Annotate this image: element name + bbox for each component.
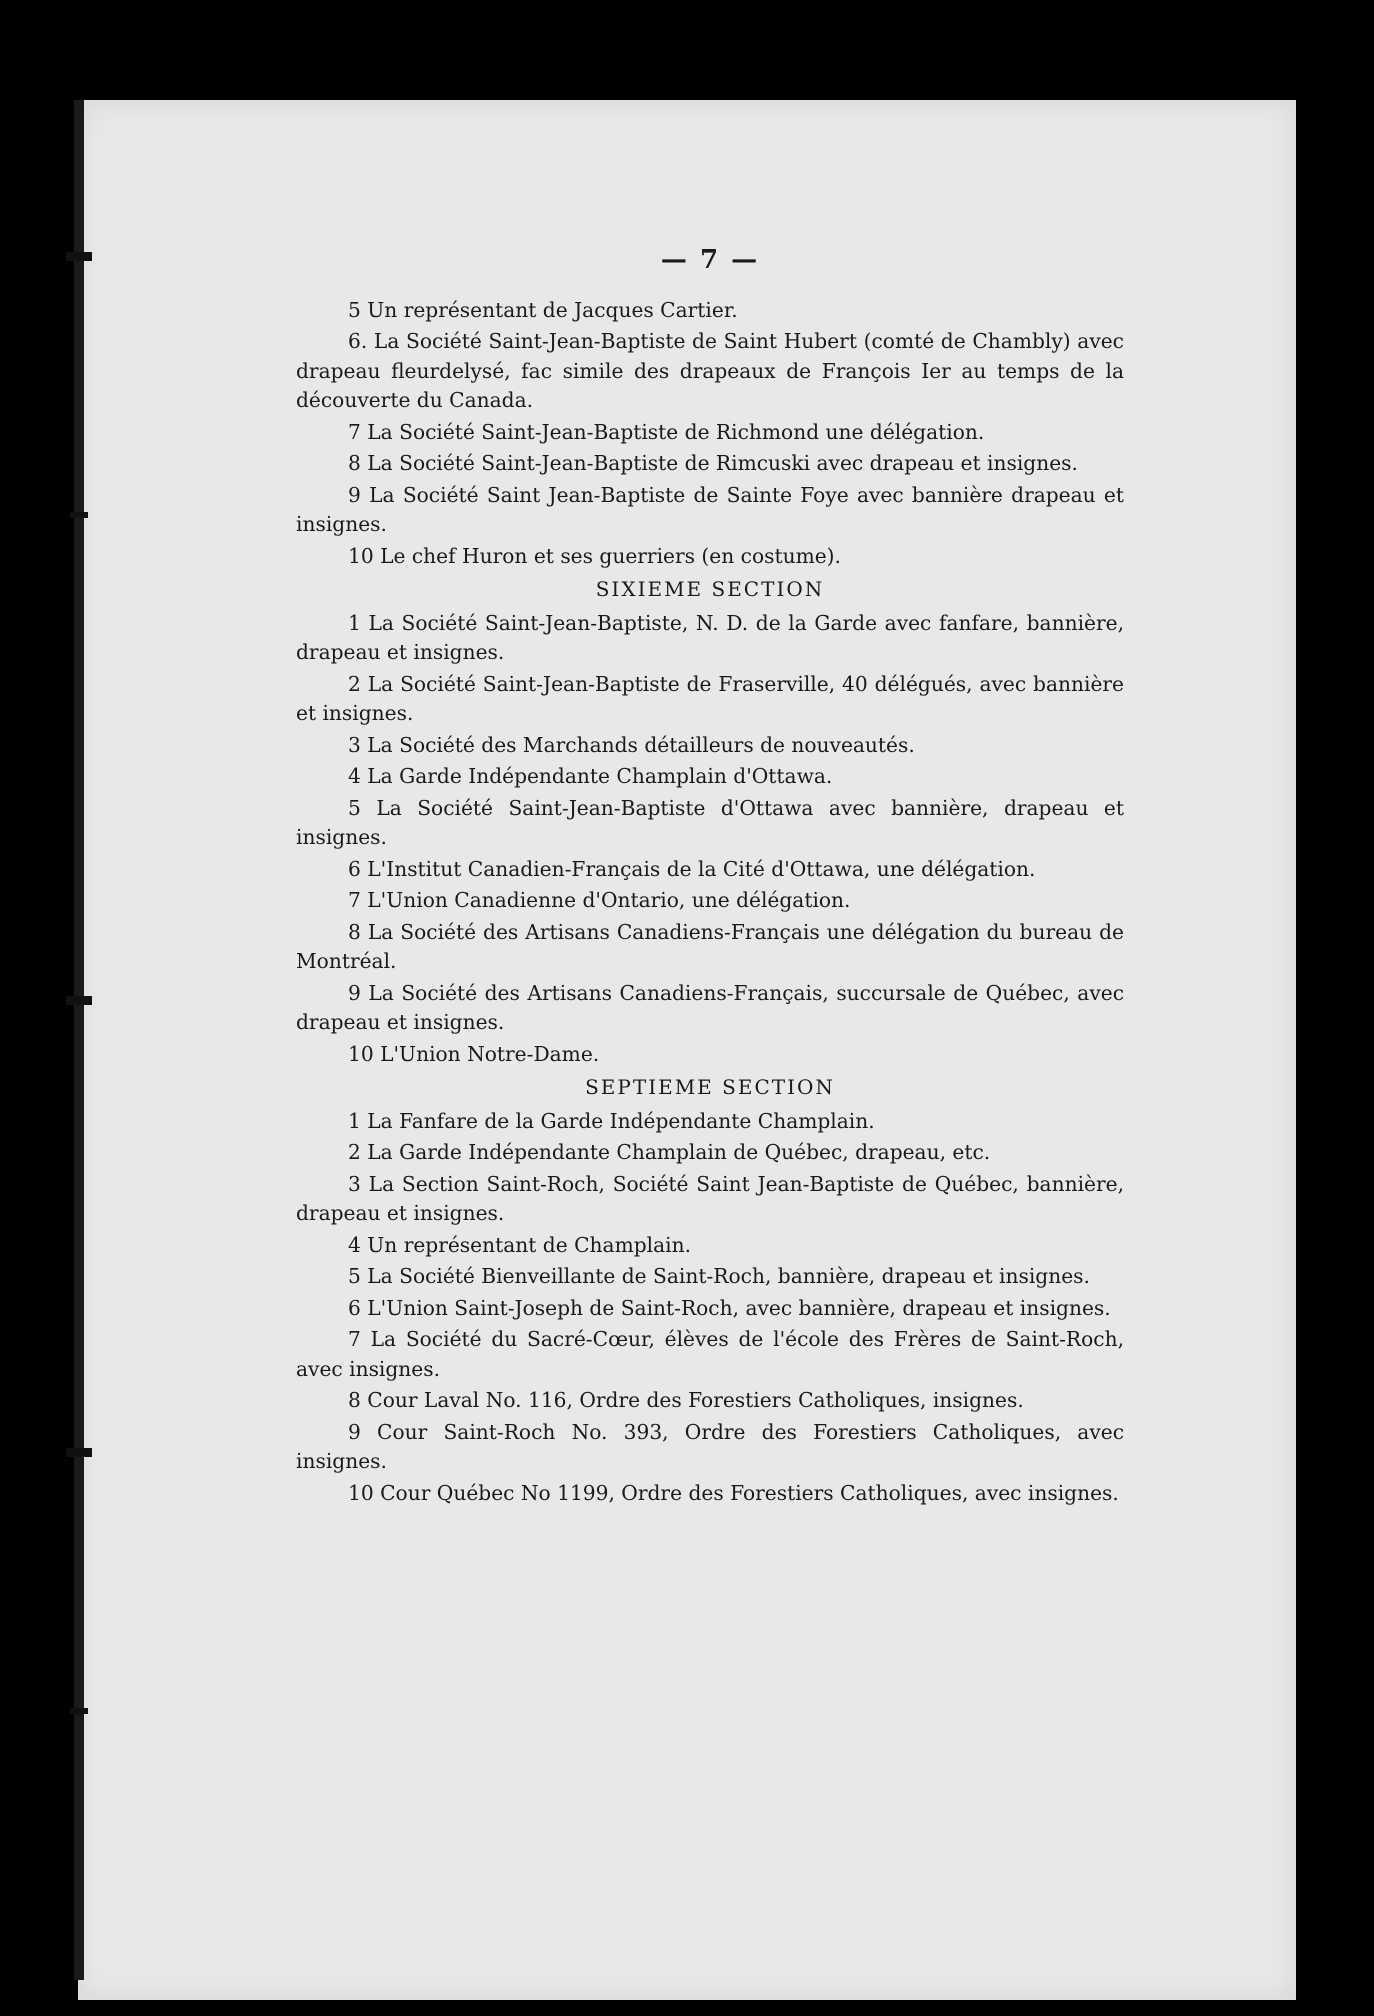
list-item: 5 La Société Bienveillante de Saint-Roch, bannière, drapeau et insignes. xyxy=(348,1264,1090,1288)
list-item: 10 Le chef Huron et ses guerriers (en costume). xyxy=(348,543,841,568)
list-item: 4 Un représentant de Champlain. xyxy=(348,1232,692,1257)
binding-mark xyxy=(66,252,92,261)
list-item: 2 La Garde Indépendante Champlain de Québec, drapeau, etc. xyxy=(348,1140,991,1164)
list-item: 9 Cour Saint-Roch No. 393, Ordre des Forestiers Catholiques, avec insignes. xyxy=(296,1419,1124,1473)
binding-mark xyxy=(66,996,92,1005)
list-item: 7 L'Union Canadienne d'Ontario, une délégation. xyxy=(348,888,851,912)
list-item: 10 L'Union Notre-Dame. xyxy=(348,1041,600,1066)
binding-mark xyxy=(70,1708,88,1714)
page-content xyxy=(296,246,1124,1510)
binding-mark xyxy=(66,1448,92,1457)
page-binding xyxy=(74,100,84,1980)
section-title-sixieme: SIXIEME SECTION xyxy=(595,577,825,601)
list-item: 10 Cour Québec No 1199, Ordre des Forestiers Catholiques, avec insignes. xyxy=(348,1480,1119,1505)
section-title-septieme: SEPTIEME SECTION xyxy=(585,1075,835,1099)
list-item: 1 La Fanfare de la Garde Indépendante Champlain. xyxy=(348,1108,875,1133)
list-item: 5 Un représentant de Jacques Cartier. xyxy=(348,297,738,322)
list-item: 3 La Société des Marchands détailleurs de nouveautés. xyxy=(348,732,915,757)
list-item: 8 La Société des Artisans Canadiens-Français une délégation du bureau de Montréal. xyxy=(296,919,1124,973)
section-seven-list xyxy=(296,1107,1124,1509)
intro-list xyxy=(296,296,1124,572)
list-item: 6 L'Union Saint-Joseph de Saint-Roch, avec bannière, drapeau et insignes. xyxy=(348,1295,1111,1320)
page-number: — 7 — xyxy=(660,245,760,275)
list-item: 5 La Société Saint-Jean-Baptiste d'Ottawa avec bannière, drapeau et insignes. xyxy=(296,795,1124,849)
list-item: 6 L'Institut Canadien-Français de la Cité d'Ottawa, une délégation. xyxy=(348,856,1036,881)
list-item: 4 La Garde Indépendante Champlain d'Ottawa. xyxy=(348,764,833,788)
list-item: 8 Cour Laval No. 116, Ordre des Forestiers Catholiques, insignes. xyxy=(348,1388,1024,1412)
list-item: 1 La Société Saint-Jean-Baptiste, N. D. de la Garde avec fanfare, bannière, drapeau et insignes. xyxy=(296,610,1124,664)
list-item: 9 La Société Saint Jean-Baptiste de Sainte Foye avec bannière drapeau et insignes. xyxy=(296,482,1124,536)
list-item: 2 La Société Saint-Jean-Baptiste de Fraserville, 40 délégués, avec bannière et insignes. xyxy=(296,671,1124,725)
binding-mark xyxy=(70,512,88,518)
section-six-list xyxy=(296,609,1124,1070)
list-item: 3 La Section Saint-Roch, Société Saint Jean-Baptiste de Québec, bannière, drapeau et insignes. xyxy=(296,1171,1124,1225)
list-item: 7 La Société du Sacré-Cœur, élèves de l'école des Frères de Saint-Roch, avec insignes. xyxy=(296,1327,1124,1381)
list-item: 7 La Société Saint-Jean-Baptiste de Richmond une délégation. xyxy=(348,419,985,444)
list-item: 8 La Société Saint-Jean-Baptiste de Rimcuski avec drapeau et insignes. xyxy=(348,451,1078,475)
list-item: 9 La Société des Artisans Canadiens-Français, succursale de Québec, avec drapeau et insignes. xyxy=(296,980,1124,1034)
list-item: 6. La Société Saint-Jean-Baptiste de Saint Hubert (comté de Chambly) avec drapeau fleurdelysé, fac simile des drapeaux de François Ier au temps de la découverte du Canada. xyxy=(296,329,1124,412)
